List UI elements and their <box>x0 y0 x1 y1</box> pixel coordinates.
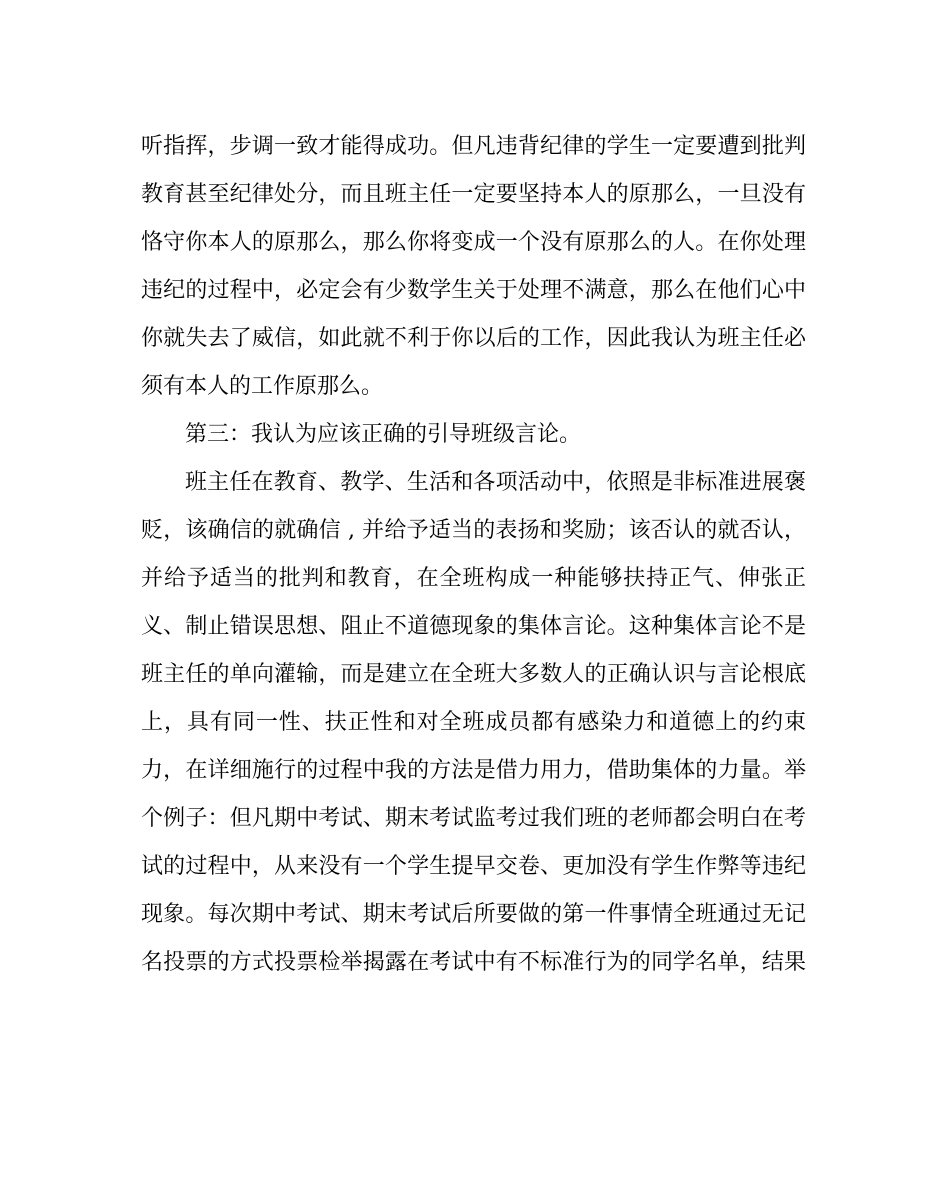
text-line: 个例子：但凡期中考试、期末考试监考过我们班的老师都会明白在考 <box>141 806 806 831</box>
text-line: 名投票的方式投票检举揭露在考试中有不标准行为的同学名单，结果 <box>141 950 806 975</box>
text-line: 恪守你本人的原那么，那么你将变成一个没有原那么的人。在你处理 <box>141 230 806 255</box>
paragraph-end-line: 须有本人的工作原那么。 <box>141 374 384 399</box>
text-line: 你就失去了威信，如此就不利于你以后的工作，因此我认为班主任必 <box>141 326 806 351</box>
text-line: 贬，该确信的就确信 , 并给予适当的表扬和奖励；该否认的就否认， <box>141 518 806 543</box>
text-line: 教育甚至纪律处分，而且班主任一定要坚持本人的原那么，一旦没有 <box>141 182 806 207</box>
text-line: 试的过程中，从来没有一个学生提早交卷、更加没有学生作弊等违纪 <box>141 854 806 879</box>
text-line: 并给予适当的批判和教育，在全班构成一种能够扶持正气、伸张正 <box>141 566 806 591</box>
text-line: 上，具有同一性、扶正性和对全班成员都有感染力和道德上的约束 <box>141 710 806 735</box>
text-line: 违纪的过程中，必定会有少数学生关于处理不满意，那么在他们心中 <box>141 278 806 303</box>
text-line: 力，在详细施行的过程中我的方法是借力用力，借助集体的力量。举 <box>141 758 806 783</box>
paragraph-first-line: 班主任在教育、教学、生活和各项活动中，依照是非标准进展褒 <box>185 470 806 495</box>
section-heading: 第三：我认为应该正确的引导班级言论。 <box>185 422 582 447</box>
text-line: 听指挥，步调一致才能得成功。但凡违背纪律的学生一定要遭到批判 <box>141 134 806 159</box>
text-line: 现象。每次期中考试、期末考试后所要做的第一件事情全班通过无记 <box>141 902 806 927</box>
body-text <box>141 123 806 987</box>
text-line: 班主任的单向灌输，而是建立在全班大多数人的正确认识与言论根底 <box>141 662 806 687</box>
text-line: 义、制止错误思想、阻止不道德现象的集体言论。这种集体言论不是 <box>141 614 806 639</box>
